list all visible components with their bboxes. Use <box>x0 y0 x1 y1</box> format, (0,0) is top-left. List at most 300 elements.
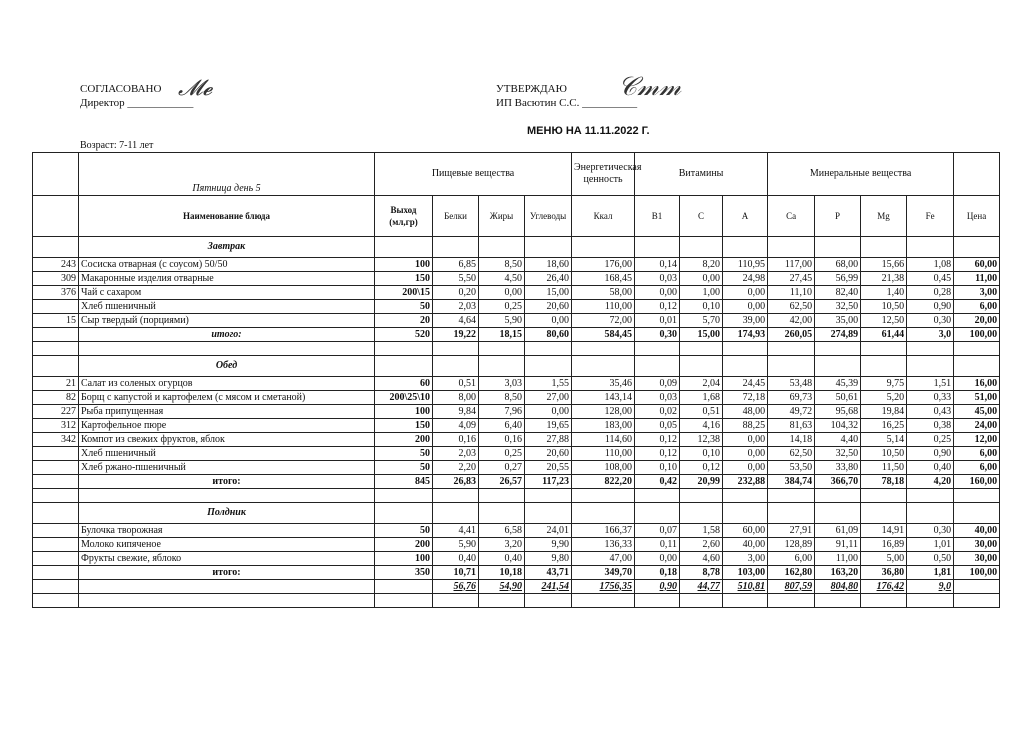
cell-Ca: 384,74 <box>768 475 815 489</box>
recipe-number <box>33 300 79 314</box>
cell-Белки: 5,50 <box>433 272 479 286</box>
column-header: B1 <box>635 196 680 237</box>
cell-Белки: 9,84 <box>433 405 479 419</box>
cell-Fe: 0,45 <box>907 272 954 286</box>
cell-Углеводы: 18,60 <box>525 258 572 272</box>
cell-C: 20,99 <box>680 475 723 489</box>
cell-Белки: 2,20 <box>433 461 479 475</box>
cell-Цена: 12,00 <box>954 433 1000 447</box>
cell-C: 4,16 <box>680 419 723 433</box>
cell-Mg: 61,44 <box>861 328 907 342</box>
cell-Выход (мл,гр): 50 <box>375 524 433 538</box>
cell-Выход (мл,гр): 60 <box>375 377 433 391</box>
cell-P: 56,99 <box>815 272 861 286</box>
cell-C: 15,00 <box>680 328 723 342</box>
cell-Fe: 0,25 <box>907 433 954 447</box>
cell-A: 39,00 <box>723 314 768 328</box>
cell-P: 35,00 <box>815 314 861 328</box>
cell-Жиры: 6,40 <box>479 419 525 433</box>
cell-P: 68,00 <box>815 258 861 272</box>
table-row <box>33 447 1000 461</box>
cell-Выход (мл,гр): 350 <box>375 566 433 580</box>
table-row <box>33 286 1000 300</box>
cell-Mg: 1,40 <box>861 286 907 300</box>
cell-C: 12,38 <box>680 433 723 447</box>
cell-Цена: 24,00 <box>954 419 1000 433</box>
cell-Жиры: 0,27 <box>479 461 525 475</box>
cell-Ca: 128,89 <box>768 538 815 552</box>
cell-Fe: 1,51 <box>907 377 954 391</box>
cell-C: 1,68 <box>680 391 723 405</box>
day-label: Пятница день 5 <box>79 153 375 196</box>
approval-right <box>496 82 637 110</box>
table-row <box>33 538 1000 552</box>
dish-name <box>79 580 375 594</box>
cell-Цена: 6,00 <box>954 447 1000 461</box>
cell-Ккал: 1756,35 <box>572 580 635 594</box>
cell-Выход (мл,гр): 200\25\10 <box>375 391 433 405</box>
recipe-number <box>33 447 79 461</box>
cell-Ккал: 183,00 <box>572 419 635 433</box>
cell-Выход (мл,гр): 100 <box>375 552 433 566</box>
cell-Fe: 0,33 <box>907 391 954 405</box>
cell-Углеводы: 241,54 <box>525 580 572 594</box>
cell-Fe: 3,0 <box>907 328 954 342</box>
recipe-number <box>33 580 79 594</box>
cell-Углеводы: 27,88 <box>525 433 572 447</box>
cell-Ккал: 166,37 <box>572 524 635 538</box>
cell-Ккал: 143,14 <box>572 391 635 405</box>
cell-Ca: 6,00 <box>768 552 815 566</box>
blank-row <box>33 342 1000 356</box>
section-row <box>33 503 1000 524</box>
column-header: Углеводы <box>525 196 572 237</box>
cell-Выход (мл,гр): 20 <box>375 314 433 328</box>
cell-B1: 0,90 <box>635 580 680 594</box>
cell-Углеводы: 9,90 <box>525 538 572 552</box>
cell-Mg: 12,50 <box>861 314 907 328</box>
cell-Углеводы: 117,23 <box>525 475 572 489</box>
cell-P: 804,80 <box>815 580 861 594</box>
cell-Цена: 3,00 <box>954 286 1000 300</box>
cell-Белки: 0,40 <box>433 552 479 566</box>
cell-P: 366,70 <box>815 475 861 489</box>
dish-name: Хлеб пшеничный <box>79 447 375 461</box>
cell-Ca: 69,73 <box>768 391 815 405</box>
section-title: Обед <box>79 356 375 377</box>
recipe-number <box>33 566 79 580</box>
signature-director: 𝓜𝓮 <box>178 76 213 101</box>
grand-total-row <box>33 580 1000 594</box>
cell-A: 0,00 <box>723 447 768 461</box>
section-title: Полдник <box>79 503 375 524</box>
cell-B1: 0,02 <box>635 405 680 419</box>
cell-Mg: 10,50 <box>861 300 907 314</box>
cell-Выход (мл,гр): 200\15 <box>375 286 433 300</box>
dish-name: итого: <box>79 566 375 580</box>
recipe-number <box>33 328 79 342</box>
header-row-columns <box>33 196 1000 237</box>
cell-Белки: 2,03 <box>433 447 479 461</box>
cell-P: 82,40 <box>815 286 861 300</box>
cell-Углеводы: 20,55 <box>525 461 572 475</box>
cell-Fe: 0,30 <box>907 314 954 328</box>
cell-Цена: 20,00 <box>954 314 1000 328</box>
cell-Жиры: 4,50 <box>479 272 525 286</box>
cell-Жиры: 0,25 <box>479 300 525 314</box>
cell-C: 2,60 <box>680 538 723 552</box>
recipe-number: 21 <box>33 377 79 391</box>
cell-Mg: 9,75 <box>861 377 907 391</box>
cell-Белки: 10,71 <box>433 566 479 580</box>
cell-Цена: 6,00 <box>954 461 1000 475</box>
cell-Жиры: 0,00 <box>479 286 525 300</box>
cell-A: 60,00 <box>723 524 768 538</box>
cell-Ca: 27,91 <box>768 524 815 538</box>
table-row <box>33 524 1000 538</box>
cell-A: 88,25 <box>723 419 768 433</box>
cell-Выход (мл,гр): 100 <box>375 405 433 419</box>
cell-B1: 0,09 <box>635 377 680 391</box>
recipe-number: 243 <box>33 258 79 272</box>
table-row <box>33 461 1000 475</box>
dish-name: Салат из соленых огурцов <box>79 377 375 391</box>
recipe-number <box>33 552 79 566</box>
cell-Ca: 42,00 <box>768 314 815 328</box>
cell-Ккал: 110,00 <box>572 300 635 314</box>
cell-Ккал: 168,45 <box>572 272 635 286</box>
table-row <box>33 300 1000 314</box>
recipe-number: 15 <box>33 314 79 328</box>
cell-Выход (мл,гр): 100 <box>375 258 433 272</box>
cell-Ккал: 822,20 <box>572 475 635 489</box>
cell-B1: 0,00 <box>635 552 680 566</box>
cell-A: 0,00 <box>723 286 768 300</box>
cell-Fe: 0,40 <box>907 461 954 475</box>
cell-Цена: 30,00 <box>954 552 1000 566</box>
cell-Цена: 30,00 <box>954 538 1000 552</box>
dish-name: Макаронные изделия отварные <box>79 272 375 286</box>
approval-right-role: ИП Васютин С.С. __________ <box>496 97 638 109</box>
cell-Ca: 62,50 <box>768 300 815 314</box>
cell-Белки: 0,20 <box>433 286 479 300</box>
cell-B1: 0,05 <box>635 419 680 433</box>
header-row-groups <box>33 153 1000 196</box>
group-minerals: Минеральные вещества <box>768 153 954 196</box>
cell-Ккал: 72,00 <box>572 314 635 328</box>
cell-B1: 0,12 <box>635 300 680 314</box>
recipe-number: 342 <box>33 433 79 447</box>
cell-Ca: 162,80 <box>768 566 815 580</box>
dish-name: Молоко кипяченое <box>79 538 375 552</box>
cell-Жиры: 8,50 <box>479 391 525 405</box>
group-vitamins: Витамины <box>635 153 768 196</box>
cell-Белки: 5,90 <box>433 538 479 552</box>
cell-Белки: 0,16 <box>433 433 479 447</box>
cell-C: 8,20 <box>680 258 723 272</box>
cell-Жиры: 18,15 <box>479 328 525 342</box>
cell-Цена: 160,00 <box>954 475 1000 489</box>
table-row <box>33 258 1000 272</box>
cell-Жиры: 6,58 <box>479 524 525 538</box>
cell-Углеводы: 0,00 <box>525 405 572 419</box>
dish-name: Хлеб пшеничный <box>79 300 375 314</box>
column-header: Наименование блюда <box>79 196 375 237</box>
cell-Ккал: 47,00 <box>572 552 635 566</box>
cell-Mg: 5,20 <box>861 391 907 405</box>
cell-Fe: 0,28 <box>907 286 954 300</box>
cell-Выход (мл,гр): 150 <box>375 272 433 286</box>
cell-Ca: 11,10 <box>768 286 815 300</box>
column-header: Ca <box>768 196 815 237</box>
recipe-number: 82 <box>33 391 79 405</box>
cell-Белки: 2,03 <box>433 300 479 314</box>
recipe-number <box>33 475 79 489</box>
cell-Ca: 14,18 <box>768 433 815 447</box>
section-row <box>33 237 1000 258</box>
cell-A: 110,95 <box>723 258 768 272</box>
approval-left-label: СОГЛАСОВАНО <box>80 83 162 95</box>
table-row <box>33 433 1000 447</box>
cell-B1: 0,03 <box>635 391 680 405</box>
cell-Белки: 8,00 <box>433 391 479 405</box>
cell-Углеводы: 26,40 <box>525 272 572 286</box>
cell-Выход (мл,гр): 50 <box>375 447 433 461</box>
cell-Ca: 260,05 <box>768 328 815 342</box>
cell-B1: 0,10 <box>635 461 680 475</box>
cell-B1: 0,12 <box>635 433 680 447</box>
cell-Ккал: 584,45 <box>572 328 635 342</box>
cell-Цена: 6,00 <box>954 300 1000 314</box>
dish-name: Борщ с капустой и картофелем (с мясом и сметаной) <box>79 391 375 405</box>
table-row <box>33 272 1000 286</box>
cell-P: 11,00 <box>815 552 861 566</box>
recipe-number: 376 <box>33 286 79 300</box>
cell-Fe: 1,81 <box>907 566 954 580</box>
blank-row <box>33 594 1000 608</box>
cell-C: 5,70 <box>680 314 723 328</box>
cell-Выход (мл,гр): 200 <box>375 538 433 552</box>
column-header: Белки <box>433 196 479 237</box>
cell-Mg: 36,80 <box>861 566 907 580</box>
cell-B1: 0,30 <box>635 328 680 342</box>
cell-Жиры: 8,50 <box>479 258 525 272</box>
cell-Цена: 60,00 <box>954 258 1000 272</box>
cell-A: 0,00 <box>723 300 768 314</box>
cell-Выход (мл,гр): 50 <box>375 461 433 475</box>
cell-Fe: 9,0 <box>907 580 954 594</box>
cell-Mg: 16,25 <box>861 419 907 433</box>
cell-Жиры: 3,20 <box>479 538 525 552</box>
cell-Белки: 19,22 <box>433 328 479 342</box>
cell-C: 1,58 <box>680 524 723 538</box>
cell-Выход (мл,гр): 50 <box>375 300 433 314</box>
cell-A: 40,00 <box>723 538 768 552</box>
cell-Цена: 45,00 <box>954 405 1000 419</box>
dish-name: итого: <box>79 475 375 489</box>
cell-P: 95,68 <box>815 405 861 419</box>
cell-Ккал: 176,00 <box>572 258 635 272</box>
cell-Ca: 53,48 <box>768 377 815 391</box>
cell-C: 2,04 <box>680 377 723 391</box>
cell-Жиры: 3,03 <box>479 377 525 391</box>
cell-P: 163,20 <box>815 566 861 580</box>
cell-Углеводы: 15,00 <box>525 286 572 300</box>
cell-Ккал: 114,60 <box>572 433 635 447</box>
cell-Ккал: 128,00 <box>572 405 635 419</box>
cell-Белки: 4,09 <box>433 419 479 433</box>
dish-name: Булочка творожная <box>79 524 375 538</box>
group-nutrients: Пищевые вещества <box>375 153 572 196</box>
section-title: Завтрак <box>79 237 375 258</box>
cell-Углеводы: 43,71 <box>525 566 572 580</box>
cell-Ккал: 349,70 <box>572 566 635 580</box>
group-energy: Энергетическая ценность <box>572 153 635 196</box>
cell-Fe: 4,20 <box>907 475 954 489</box>
cell-Ккал: 108,00 <box>572 461 635 475</box>
recipe-number: 312 <box>33 419 79 433</box>
cell-Ккал: 35,46 <box>572 377 635 391</box>
cell-Цена: 40,00 <box>954 524 1000 538</box>
column-header: Выход (мл,гр) <box>375 196 433 237</box>
cell-A: 48,00 <box>723 405 768 419</box>
cell-Mg: 19,84 <box>861 405 907 419</box>
dish-name: Сосиска отварная (с соусом) 50/50 <box>79 258 375 272</box>
table-row <box>33 552 1000 566</box>
dish-name: итого: <box>79 328 375 342</box>
cell-Ккал: 136,33 <box>572 538 635 552</box>
cell-Жиры: 0,16 <box>479 433 525 447</box>
cell-Жиры: 26,57 <box>479 475 525 489</box>
cell-Белки: 26,83 <box>433 475 479 489</box>
cell-Углеводы: 20,60 <box>525 300 572 314</box>
cell-B1: 0,11 <box>635 538 680 552</box>
table-row <box>33 391 1000 405</box>
cell-P: 274,89 <box>815 328 861 342</box>
cell-Жиры: 10,18 <box>479 566 525 580</box>
cell-B1: 0,07 <box>635 524 680 538</box>
cell-C: 44,77 <box>680 580 723 594</box>
cell-A: 3,00 <box>723 552 768 566</box>
cell-B1: 0,14 <box>635 258 680 272</box>
cell-Mg: 16,89 <box>861 538 907 552</box>
cell-B1: 0,42 <box>635 475 680 489</box>
cell-Углеводы: 9,80 <box>525 552 572 566</box>
column-header: A <box>723 196 768 237</box>
cell-P: 45,39 <box>815 377 861 391</box>
cell-Ca: 49,72 <box>768 405 815 419</box>
cell-Углеводы: 19,65 <box>525 419 572 433</box>
cell-Цена: 100,00 <box>954 328 1000 342</box>
table-row <box>33 314 1000 328</box>
cell-Ккал: 58,00 <box>572 286 635 300</box>
table-row <box>33 419 1000 433</box>
cell-A: 0,00 <box>723 461 768 475</box>
cell-C: 8,78 <box>680 566 723 580</box>
menu-table <box>32 152 1000 608</box>
cell-Жиры: 7,96 <box>479 405 525 419</box>
cell-P: 50,61 <box>815 391 861 405</box>
cell-C: 0,12 <box>680 461 723 475</box>
page-title: МЕНЮ НА 11.11.2022 Г. <box>527 125 650 137</box>
cell-P: 32,50 <box>815 447 861 461</box>
cell-Mg: 21,38 <box>861 272 907 286</box>
cell-Mg: 5,14 <box>861 433 907 447</box>
cell-A: 24,45 <box>723 377 768 391</box>
cell-P: 91,11 <box>815 538 861 552</box>
cell-A: 510,81 <box>723 580 768 594</box>
dish-name: Фрукты свежие, яблоко <box>79 552 375 566</box>
cell-Mg: 176,42 <box>861 580 907 594</box>
cell-A: 103,00 <box>723 566 768 580</box>
cell-Ca: 807,59 <box>768 580 815 594</box>
cell-Fe: 0,30 <box>907 524 954 538</box>
cell-Выход (мл,гр): 200 <box>375 433 433 447</box>
cell-Ca: 27,45 <box>768 272 815 286</box>
cell-Жиры: 54,90 <box>479 580 525 594</box>
cell-Выход (мл,гр): 520 <box>375 328 433 342</box>
dish-name: Картофельное пюре <box>79 419 375 433</box>
cell-Белки: 4,41 <box>433 524 479 538</box>
cell-Жиры: 5,90 <box>479 314 525 328</box>
cell-Белки: 4,64 <box>433 314 479 328</box>
cell-Fe: 0,43 <box>907 405 954 419</box>
cell-Fe: 0,90 <box>907 300 954 314</box>
table-row <box>33 377 1000 391</box>
cell-A: 174,93 <box>723 328 768 342</box>
column-header: Mg <box>861 196 907 237</box>
column-header: Жиры <box>479 196 525 237</box>
cell-Ккал: 110,00 <box>572 447 635 461</box>
cell-Ca: 81,63 <box>768 419 815 433</box>
recipe-number <box>33 524 79 538</box>
recipe-number <box>33 538 79 552</box>
cell-Mg: 78,18 <box>861 475 907 489</box>
cell-Ca: 53,50 <box>768 461 815 475</box>
cell-B1: 0,03 <box>635 272 680 286</box>
total-row <box>33 475 1000 489</box>
cell-A: 24,98 <box>723 272 768 286</box>
approval-left-role: Директор ____________ <box>80 97 194 109</box>
cell-Mg: 10,50 <box>861 447 907 461</box>
cell-A: 232,88 <box>723 475 768 489</box>
cell-Белки: 56,76 <box>433 580 479 594</box>
blank-row <box>33 489 1000 503</box>
table-row <box>33 405 1000 419</box>
cell-A: 72,18 <box>723 391 768 405</box>
cell-Fe: 1,08 <box>907 258 954 272</box>
approval-left <box>80 82 193 110</box>
cell-Углеводы: 24,01 <box>525 524 572 538</box>
cell-C: 0,10 <box>680 447 723 461</box>
cell-Ca: 117,00 <box>768 258 815 272</box>
approval-right-label: УТВЕРЖДАЮ <box>496 83 567 95</box>
cell-Выход (мл,гр): 845 <box>375 475 433 489</box>
cell-C: 1,00 <box>680 286 723 300</box>
signature-approver: 𝒞𝓂𝓂 <box>618 72 682 102</box>
cell-P: 33,80 <box>815 461 861 475</box>
cell-Цена: 16,00 <box>954 377 1000 391</box>
cell-Углеводы: 20,60 <box>525 447 572 461</box>
cell-Белки: 6,85 <box>433 258 479 272</box>
cell-Ca: 62,50 <box>768 447 815 461</box>
cell-P: 104,32 <box>815 419 861 433</box>
dish-name: Сыр твердый (порциями) <box>79 314 375 328</box>
cell-P: 32,50 <box>815 300 861 314</box>
recipe-number <box>33 461 79 475</box>
recipe-number: 309 <box>33 272 79 286</box>
cell-P: 4,40 <box>815 433 861 447</box>
